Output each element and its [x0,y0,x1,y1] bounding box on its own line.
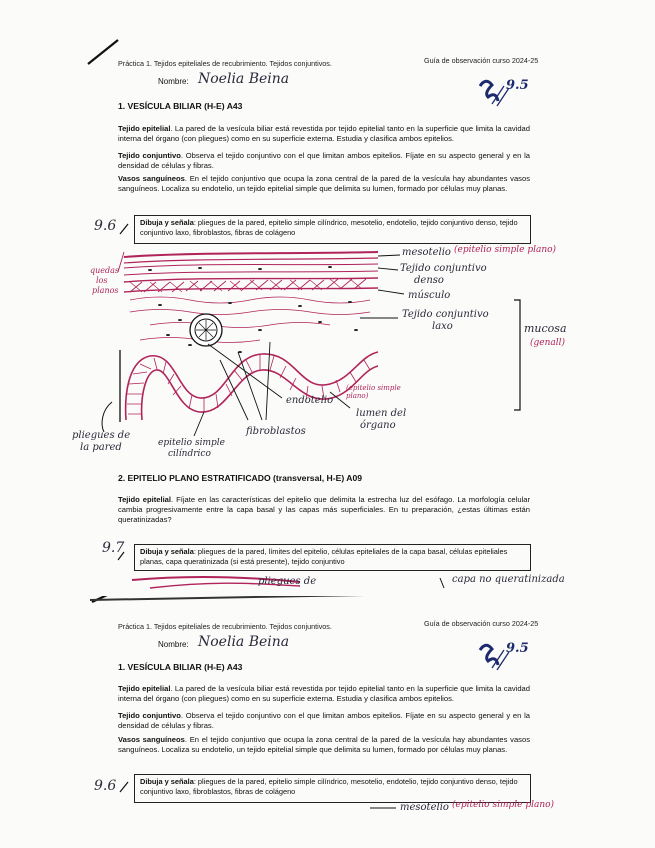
page-2 [0,596,655,848]
label-mesotelio-note: (epitelio simple plano) [454,245,557,255]
section1-p1-text-2: . La pared de la vesícula biliar está revestida por tejido epitelial tanto en la superficie que limita la cavidad interna del órgano (con pliegues) como en su superficie externa. Estudia y clasifica ambos epitelios. [118,684,530,703]
section1-box-text: : pliegues de la pared, epitelio simple cilíndrico, mesotelio, endotelio, tejido conjuntivo denso, tejido conjuntivo laxo, fibroblastos, fibras de colágeno [140,218,518,237]
corner-mark [88,40,118,64]
section1-box-head-2: Dibuja y señala [140,777,194,786]
section1-paragraph-conjuntivo-2 [118,711,530,731]
grade-check-1 [120,224,128,234]
section1-grade-2: 9.6 [94,778,117,794]
section1-p2-head: Tejido conjuntivo [118,151,181,160]
score-value: 9.5 [506,78,529,93]
label-side-1: quedas [90,266,120,275]
section1-p2-text-2: . Observa el tejido conjuntivo con el que limitan ambos epitelios. Fíjate en su aspecto general y en la densidad de células y fibras. [118,711,530,730]
section1-p3-text: . En el tejido conjuntivo que ocupa la zona central de la pared de la vesícula hay abundantes vasos sanguíneos. Localiza su endotelio, un tejido epitelial simple que delimita su lumen, formado por células muy planas. [118,174,530,193]
label-mucosa: mucosa [524,322,567,335]
section2-title: 2. EPITELIO PLANO ESTRATIFICADO (transversal, H-E) A09 [118,473,363,483]
section2-leader [440,578,444,588]
section1-instruction-box [134,215,531,244]
section1-p2-head-2: Tejido conjuntivo [118,711,181,720]
section2-instruction-box [134,544,531,571]
section1-box-head: Dibuja y señala [140,218,194,227]
section1-paragraph-conjuntivo [118,151,530,171]
label-mesotelio-2: mesotelio [400,802,449,813]
section1-p3-head-2: Vasos sanguíneos [118,735,185,744]
section1-paragraph-epitelial-2 [118,684,530,704]
label-side-2: los [96,276,108,285]
label-side-3: planos [92,286,119,295]
section1-box-text-2: : pliegues de la pared, epitelio simple cilíndrico, mesotelio, endotelio, tejido conjuntivo denso, tejido conjuntivo laxo, fibroblastos, fibras de colágeno [140,777,518,796]
label-lumen-2: órgano [360,420,396,431]
label-mesotelio: mesotelio [402,247,451,258]
score-scribble-2 [480,645,509,670]
student-name: Noelia Beina [198,71,290,87]
label-pliegues-1: pliegues de [72,430,131,441]
label-denso-2: denso [414,275,444,286]
section2-p1-text: . Fíjate en las características del epitelio que delimita la estrecha luz del esófago. La morfología celular cambia progresivamente entre la capa basal y las capas más superficiales. En tu preparación, ¿estas últimas están queratinizadas? [118,495,530,524]
label-laxo-2: laxo [432,321,453,332]
section1-p2-text: . Observa el tejido conjuntivo con el que limitan ambos epitelios. Fíjate en su aspecto general y en la densidad de células y fibras. [118,151,530,170]
section2-paragraph [118,495,530,524]
label-epitelio-2: cilíndrico [168,449,211,459]
label-laxo-1: Tejido conjuntivo [402,309,489,320]
section2-box-head: Dibuja y señala [140,547,194,556]
header-practice: Práctica 1. Tejidos epiteliales de recubrimiento. Tejidos conjuntivos. [118,59,332,68]
gallbladder-drawing [102,252,520,436]
section2-note-right: capa no queratinizada [452,574,565,585]
label-mucosa-note: (genall) [530,338,566,348]
section1-instruction-box-2 [134,774,531,803]
section1-title: 1. VESÍCULA BILIAR (H-E) A43 [118,101,243,111]
label-musculo: músculo [408,290,451,301]
header-guide-2: Guía de observación curso 2024-25 [424,619,539,628]
section1-p1-head: Tejido epitelial [118,124,171,133]
section1-paragraph-vasos [118,174,530,194]
section2-note-left: pliegues de [258,576,317,587]
section1-paragraph-epitelial [118,124,530,144]
label-endotelio: endotelio [286,395,334,406]
label-fibroblastos: fibroblastos [246,426,306,437]
section1-p1-text: . La pared de la vesícula biliar está revestida por tejido epitelial tanto en la superficie que limita la cavidad interna del órgano (con pliegues) como en su superficie externa. Estudia y clasifica ambos epitelios. [118,124,530,143]
label-epitelio-1: epitelio simple [158,438,225,448]
name-label-2: Nombre: [158,640,189,649]
label-pliegues-2: la pared [80,442,122,453]
student-name-2: Noelia Beina [198,634,290,650]
section2-grade: 9.7 [102,540,125,556]
section1-p3-text-2: . En el tejido conjuntivo que ocupa la zona central de la pared de la vesícula hay abundantes vasos sanguíneos. Localiza su endotelio, un tejido epitelial simple que delimita su lumen, formado por células muy planas. [118,735,530,754]
name-label: Nombre: [158,77,189,86]
score-scribble [480,81,509,106]
section1-paragraph-vasos-2 [118,735,530,755]
label-mesotelio-note-2: (epitelio simple plano) [452,800,555,810]
label-denso-1: Tejido conjuntivo [400,263,487,274]
section2-p1-head: Tejido epitelial [118,495,172,504]
section1-title-2: 1. VESÍCULA BILIAR (H-E) A43 [118,662,243,672]
header-guide: Guía de observación curso 2024-25 [424,56,539,65]
header-practice-2: Práctica 1. Tejidos epiteliales de recubrimiento. Tejidos conjuntivos. [118,622,332,631]
section1-p3-head: Vasos sanguíneos [118,174,185,183]
label-endotelio-note: (epitelio simple plano) [346,384,401,400]
section1-grade: 9.6 [94,218,117,234]
label-lumen-1: lumen del [356,408,407,419]
page-separator-line [90,596,640,600]
score-value-2: 9.5 [506,641,529,656]
section1-p1-head-2: Tejido epitelial [118,684,171,693]
section2-box-text: : pliegues de la pared, límites del epitelio, células epiteliales de la capa basal, células epiteliales planas, capa queratinizada (si está presente), tejido conjuntivo [140,547,508,566]
